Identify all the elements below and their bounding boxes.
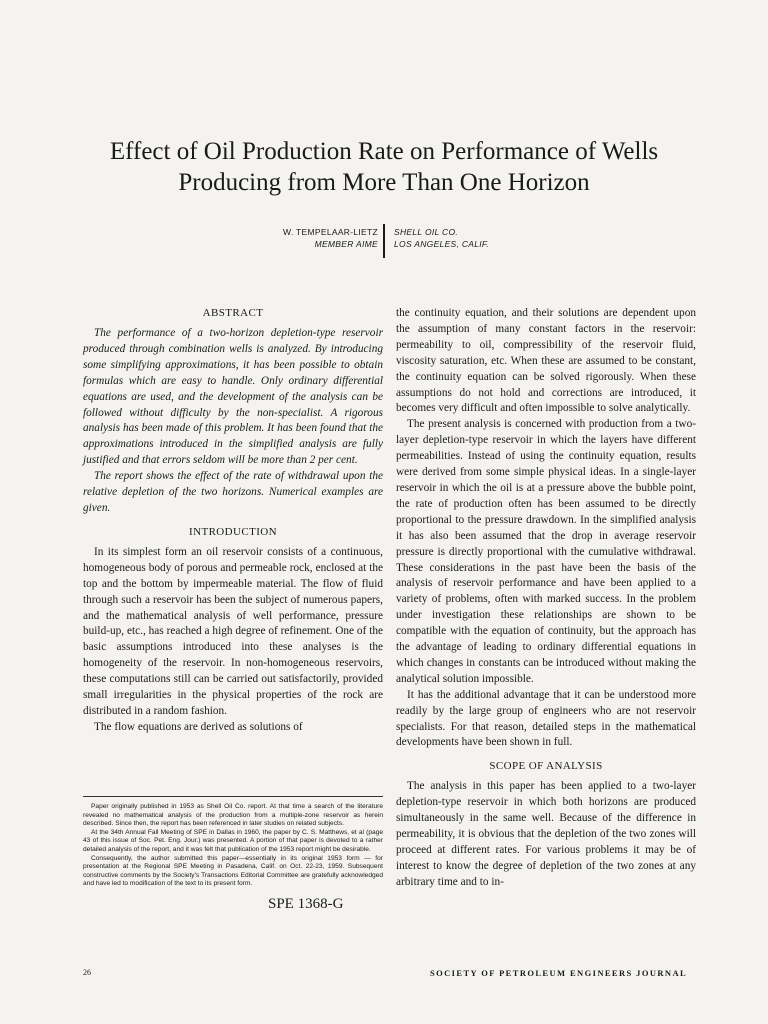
abstract-paragraph: The report shows the effect of the rate of withdrawal upon the relative depletion of the two horizons. Numerical examples are given. xyxy=(83,470,383,514)
author-separator xyxy=(383,224,385,258)
introduction-section xyxy=(83,525,383,736)
footnote-paragraph: Consequently, the author submitted this paper—essentially in its original 1953 form — for presentation at the Regional SPE Meeting in Pasadena, Calif. on Oct. 22-23, 1959. Subsequent constructive comments by the Society's Transactions Editorial Committee are gratefully acknowledged and have led to modification of the text to its present form. xyxy=(83,854,383,888)
journal-name: SOCIETY OF PETROLEUM ENGINEERS JOURNAL xyxy=(430,968,688,978)
right-column xyxy=(396,306,696,891)
author-name: W. TEMPELAAR-LIETZ xyxy=(283,227,378,237)
author-role: MEMBER AIME xyxy=(314,239,378,249)
title-line-2: Producing from More Than One Horizon xyxy=(178,169,590,196)
scope-heading: SCOPE OF ANALYSIS xyxy=(489,760,603,773)
page-number: 26 xyxy=(83,968,91,977)
abstract-section xyxy=(83,306,383,517)
abstract-paragraph: The performance of a two-horizon depletion-type reservoir produced through combination wells is analyzed. By introducing some simplifying approximations, it has been possible to obtain formulas which are easy to handle. Only ordinary differential equations are used, and the development of the analysis can be followed without difficulty by the non-specialist. A rigorous analysis has been made of this problem. It has been found that the approximations introduced in the simplified analysis are fully justified and that errors seldom will be more than 2 per cent. xyxy=(83,327,383,467)
abstract-heading: ABSTRACT xyxy=(202,307,264,319)
introduction-heading: INTRODUCTION xyxy=(189,525,277,538)
author-company: SHELL OIL CO. xyxy=(394,227,459,237)
body-paragraph: It has the additional advantage that it can be understood more readily by the large group of engineers who are not reservoir specialists. For that reason, detailed steps in the mathematical developments have been shown in full. xyxy=(396,688,696,749)
left-column xyxy=(83,306,383,736)
footnote xyxy=(83,796,383,889)
body-paragraph: The present analysis is concerned with production from a two-layer depletion-type reservoir in which the layers have different permeabilities. Instead of using the continuity equation, results were derived from some simple physical ideas. In a single-layer reservoir in which the oil is at a pressure above the bubble point, the rate of production often has been assumed to be directly proportional to the pressure drawdown. In the simplified analysis it has also been assumed that the drop in average reservoir pressure is directly proportional with the cumulative withdrawal. These considerations in the past have been the basis of the analysis of reservoir performance and have been applied to a variety of problems, often with marked success. In the problem under investigation these relationships are shown to be compatible with the equation of continuity, but the approach has the advantage of leading to ordinary differential equations in which changes in constants can be introduced without making the analytical solution impossible. xyxy=(396,418,696,685)
author-info xyxy=(283,226,378,250)
scope-paragraph: The analysis in this paper has been applied to a two-layer depletion-type reservoir in which both horizons are produced simultaneously in the same well. Because of the difference in permeability, it is obvious that the depletion of the two zones will proceed at different rates. For various problems it may be of interest to know the degree of depletion of the two zones at any arbitrary time and to in- xyxy=(396,780,696,888)
introduction-continued xyxy=(396,306,696,751)
body-paragraph: the continuity equation, and their solutions are dependent upon the assumption of many constant factors in the reservoir: permeability to oil, compressibility of the reservoir fluid, viscosity saturation, etc. When these are assumed to be constant, the continuity equation can be solved rigorously. When these assumptions do not hold and corrections are introduced, it becomes very difficult and often impossible to solve analytically. xyxy=(396,307,696,415)
affiliation xyxy=(394,226,489,250)
title-line-1: Effect of Oil Production Rate on Performance of Wells xyxy=(109,138,659,165)
footnote-paragraph: Paper originally published in 1953 as Shell Oil Co. report. At that time a search of the literature revealed no mathematical analysis of the production from a multiple-zone reservoir as herein described. Since then, the report has been referenced in later studies on related subjects. xyxy=(83,803,383,828)
paper-title xyxy=(40,136,728,198)
author-location: LOS ANGELES, CALIF. xyxy=(394,239,489,249)
footnote-paragraph: At the 34th Annual Fall Meeting of SPE in Dallas in 1960, the paper by C. S. Matthews, et al (page 43 of this issue of Soc. Pet. Eng. Jour.) was presented. A portion of that paper is devoted to a rather detailed analysis of the report, and it was felt that publication of the 1953 report might be desirable. xyxy=(83,828,383,853)
author-block xyxy=(150,224,620,258)
spe-paper-number: SPE 1368-G xyxy=(268,896,344,912)
introduction-paragraph: In its simplest form an oil reservoir consists of a continuous, homogeneous body of porous and permeable rock, enclosed at the top and the bottom by impermeable material. The flow of fluid through such a reservoir has been the subject of numerous papers, and the mathematical analysis of well performance, pressure build-up, etc., has reached a high degree of refinement. One of the basic assumptions introduced into these analyses is the homogeneity of the reservoir. In non-homogeneous reservoirs, these computations still can be carried out satisfactorily, provided small irregularities in the physical properties of the rock are distributed in a random fashion. xyxy=(83,545,383,717)
scope-section xyxy=(396,759,696,890)
introduction-paragraph: The flow equations are derived as solutions of xyxy=(94,720,303,733)
